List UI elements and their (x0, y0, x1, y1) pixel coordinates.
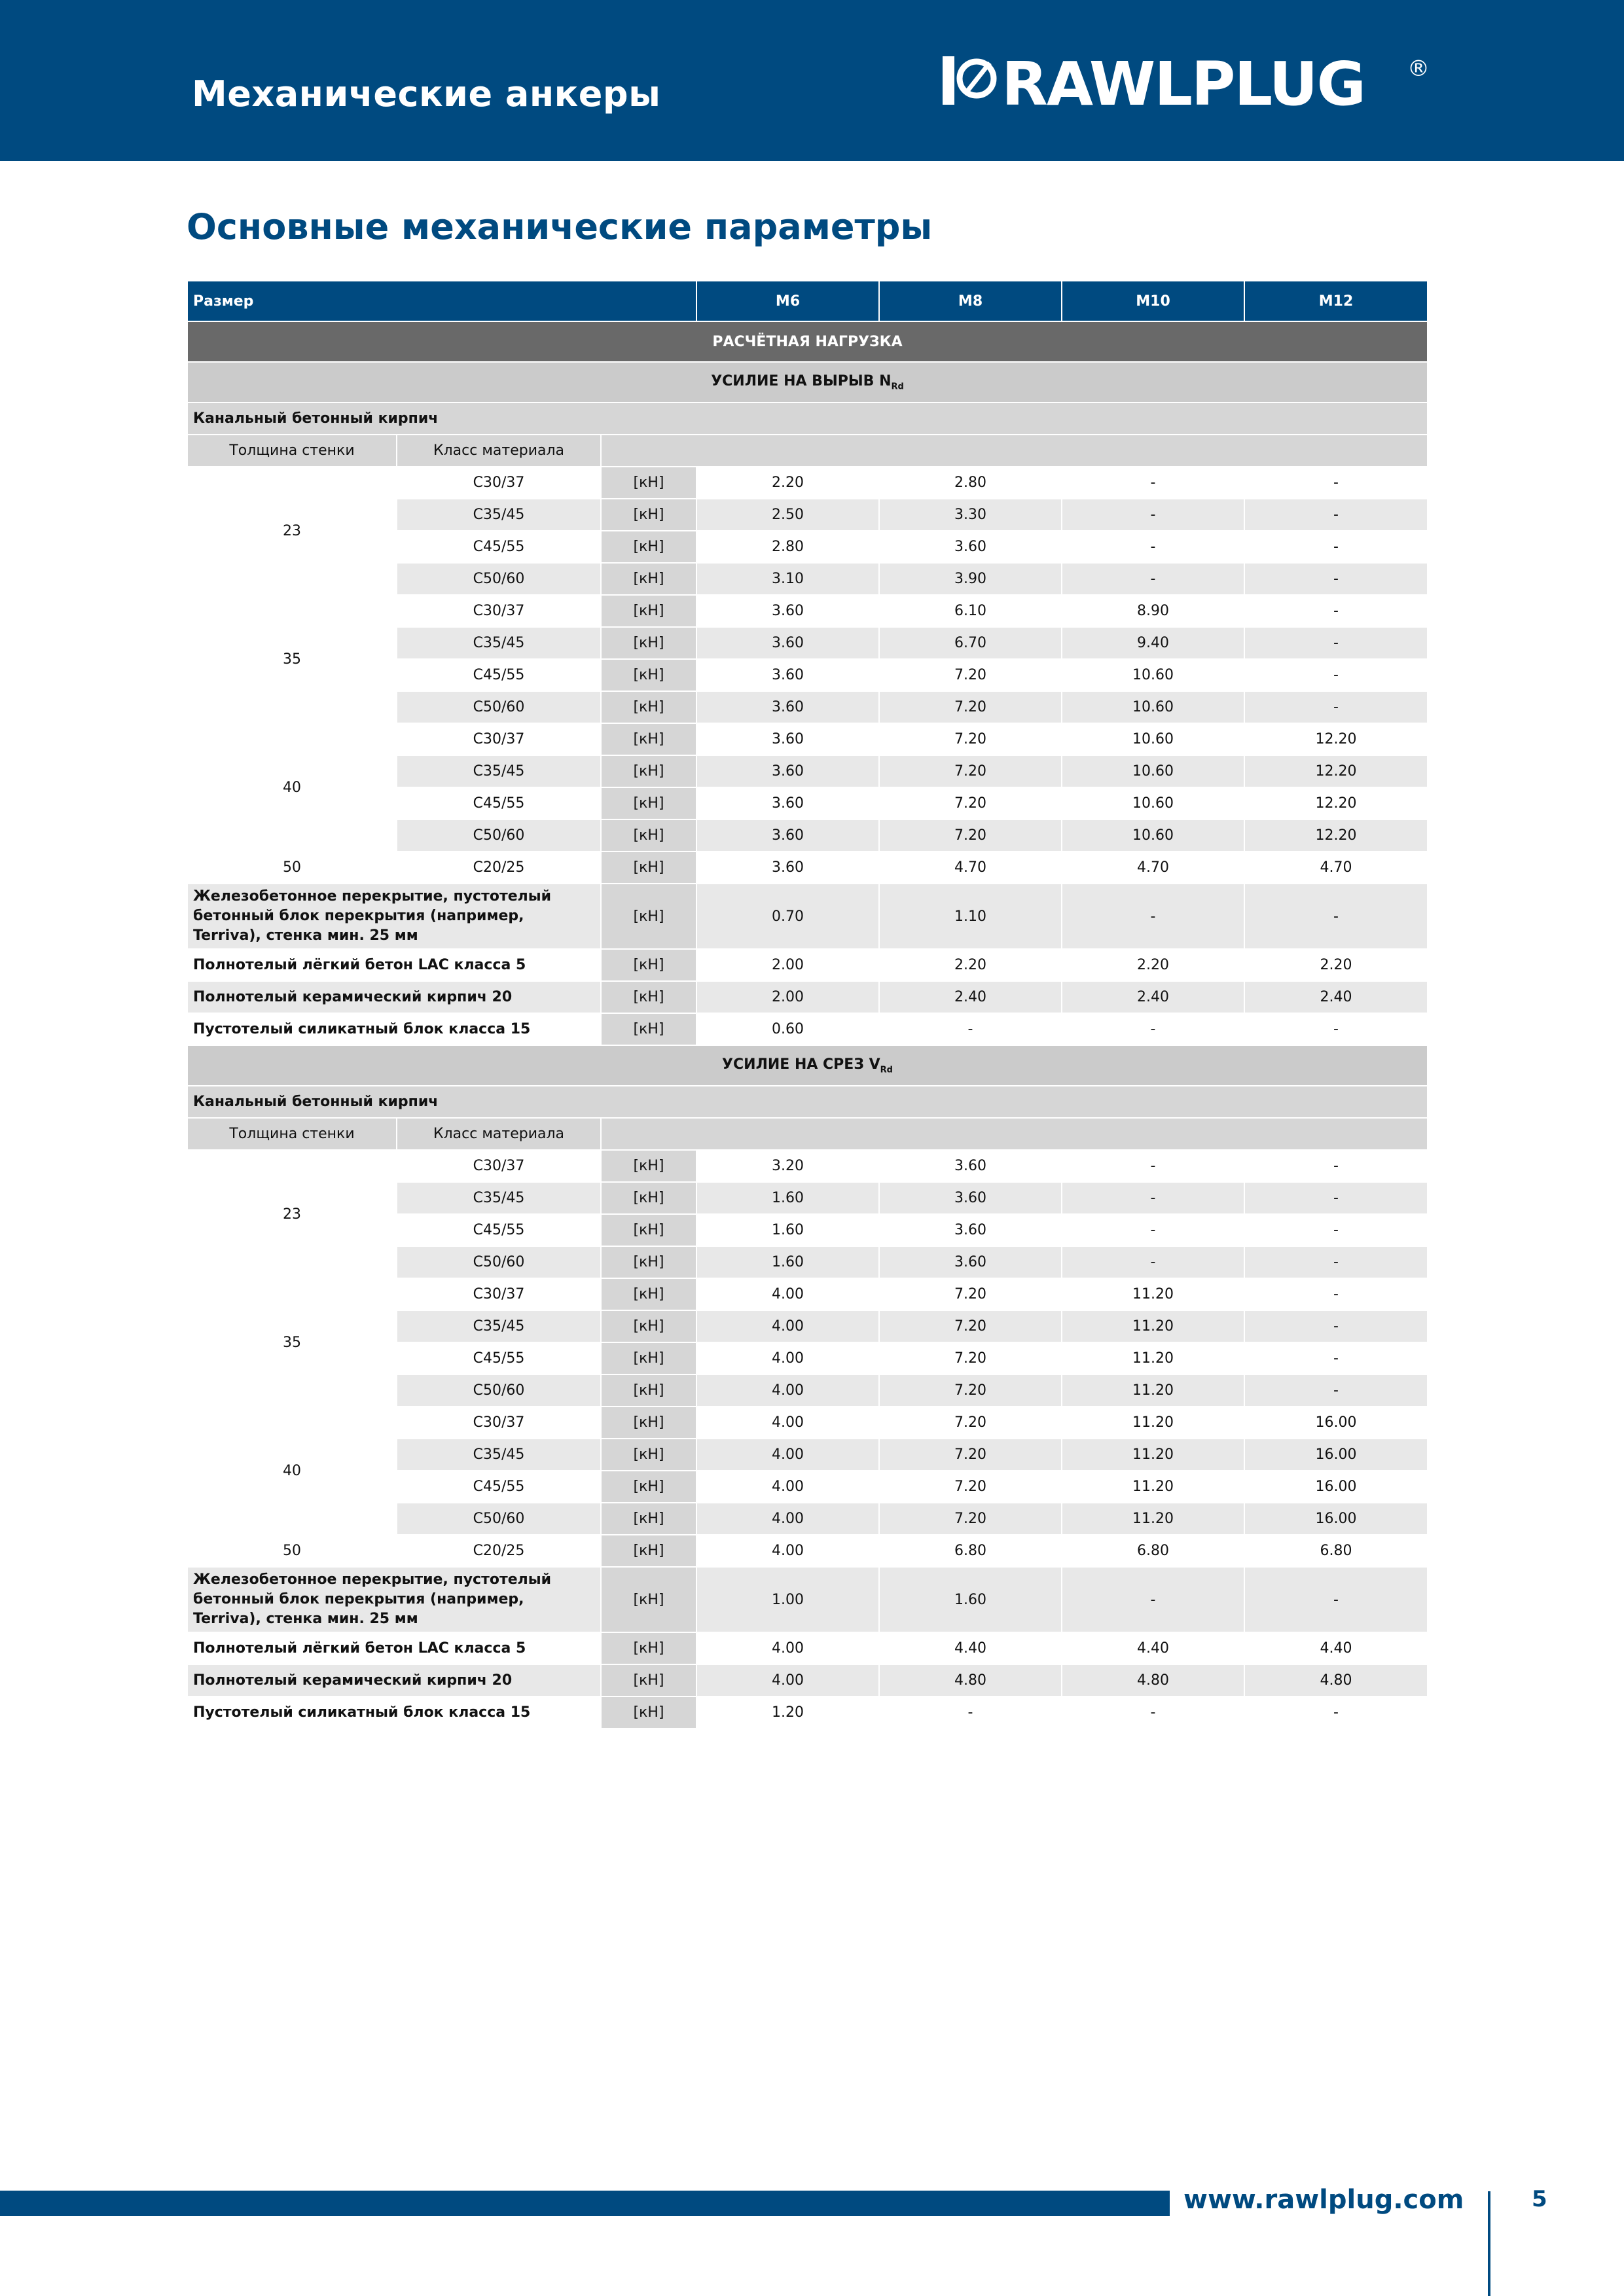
table-row (187, 595, 1428, 627)
value-cell: 2.80 (879, 467, 1062, 499)
unit-cell: [кН] (601, 1407, 696, 1439)
value-cell: 3.20 (696, 1150, 879, 1182)
value-cell: 4.00 (696, 1342, 879, 1374)
value-cell: 1.60 (696, 1214, 879, 1246)
material-class-cell: C30/37 (397, 723, 601, 755)
value-cell: 11.20 (1062, 1439, 1244, 1471)
value-cell: 2.20 (1244, 949, 1428, 981)
value-cell: 4.40 (879, 1632, 1062, 1664)
value-cell: 9.40 (1062, 627, 1244, 659)
value-cell: 4.00 (696, 1374, 879, 1407)
value-cell: 2.00 (696, 949, 879, 981)
value-cell: 0.60 (696, 1013, 879, 1045)
material-class-cell: C50/60 (397, 819, 601, 852)
value-cell: 12.20 (1244, 755, 1428, 787)
wall-thickness-cell: 50 (187, 1535, 397, 1567)
material-class-cell: C35/45 (397, 627, 601, 659)
value-cell: 2.50 (696, 499, 879, 531)
column-heading-row (187, 435, 1428, 467)
unit-cell: [кН] (601, 1535, 696, 1567)
value-cell: - (1244, 691, 1428, 723)
value-cell: 3.90 (879, 563, 1062, 595)
value-cell: - (1244, 1150, 1428, 1182)
value-cell: 4.00 (696, 1407, 879, 1439)
value-cell: - (1244, 563, 1428, 595)
value-cell: 1.10 (879, 884, 1062, 949)
value-cell: 16.00 (1244, 1439, 1428, 1471)
unit-cell: [кН] (601, 1664, 696, 1696)
unit-cell: [кН] (601, 1310, 696, 1342)
unit-cell: [кН] (601, 1342, 696, 1374)
blank-heading (601, 1118, 1428, 1150)
value-cell: 3.60 (879, 1214, 1062, 1246)
value-cell: 3.60 (696, 755, 879, 787)
value-cell: - (1062, 884, 1244, 949)
value-cell: 3.60 (879, 1182, 1062, 1214)
table-row (187, 1407, 1428, 1439)
value-cell: 3.60 (696, 723, 879, 755)
unit-cell: [кН] (601, 691, 696, 723)
group-label: Канальный бетонный кирпич (187, 403, 1428, 435)
unit-cell: [кН] (601, 949, 696, 981)
section-title-text: УСИЛИЕ НА ВЫРЫВ N (711, 372, 892, 389)
value-cell: - (1244, 595, 1428, 627)
value-cell: 7.20 (879, 1471, 1062, 1503)
value-cell: 4.80 (1062, 1664, 1244, 1696)
value-cell: 3.60 (696, 627, 879, 659)
header-title: Механические анкеры (192, 73, 661, 115)
unit-cell: [кН] (601, 852, 696, 884)
material-class-cell: C35/45 (397, 499, 601, 531)
value-cell: 3.60 (696, 691, 879, 723)
unit-cell: [кН] (601, 563, 696, 595)
value-cell: - (1062, 1150, 1244, 1182)
value-cell: 11.20 (1062, 1407, 1244, 1439)
value-cell: 1.60 (696, 1246, 879, 1278)
value-cell: 10.60 (1062, 659, 1244, 691)
value-cell: 7.20 (879, 1342, 1062, 1374)
value-cell: 2.20 (1062, 949, 1244, 981)
material-class-cell: C50/60 (397, 1503, 601, 1535)
unit-cell: [кН] (601, 1182, 696, 1214)
value-cell: 12.20 (1244, 723, 1428, 755)
group-label-row (187, 1086, 1428, 1118)
unit-cell: [кН] (601, 1374, 696, 1407)
value-cell: 7.20 (879, 1278, 1062, 1310)
unit-cell: [кН] (601, 1567, 696, 1632)
value-cell: - (1062, 1246, 1244, 1278)
size-column-header: M12 (1244, 281, 1428, 321)
section-title-row (187, 362, 1428, 403)
value-cell: - (1062, 499, 1244, 531)
value-cell: 11.20 (1062, 1342, 1244, 1374)
value-cell: - (1244, 531, 1428, 563)
value-cell: 7.20 (879, 1374, 1062, 1407)
unit-cell: [кН] (601, 723, 696, 755)
unit-cell: [кН] (601, 1439, 696, 1471)
material-class-cell: C50/60 (397, 1374, 601, 1407)
material-label: Пустотелый силикатный блок класса 15 (187, 1013, 601, 1045)
value-cell: 11.20 (1062, 1374, 1244, 1407)
value-cell: 16.00 (1244, 1471, 1428, 1503)
value-cell: 16.00 (1244, 1503, 1428, 1535)
material-class-cell: C30/37 (397, 1407, 601, 1439)
unit-cell: [кН] (601, 1214, 696, 1246)
group-label: Канальный бетонный кирпич (187, 1086, 1428, 1118)
value-cell: - (1244, 1567, 1428, 1632)
material-class-cell: C35/45 (397, 1439, 601, 1471)
table-row (187, 467, 1428, 499)
material-row (187, 949, 1428, 981)
value-cell: - (1062, 1182, 1244, 1214)
material-class-cell: C45/55 (397, 659, 601, 691)
unit-cell: [кН] (601, 531, 696, 563)
value-cell: - (1062, 1567, 1244, 1632)
material-row (187, 1664, 1428, 1696)
material-class-cell: C30/37 (397, 467, 601, 499)
value-cell: 2.80 (696, 531, 879, 563)
unit-cell: [кН] (601, 595, 696, 627)
material-label: Полнотелый керамический кирпич 20 (187, 981, 601, 1013)
value-cell: - (879, 1696, 1062, 1729)
unit-cell: [кН] (601, 819, 696, 852)
material-class-cell: C30/37 (397, 1150, 601, 1182)
value-cell: - (879, 1013, 1062, 1045)
value-cell: 12.20 (1244, 819, 1428, 852)
value-cell: 4.40 (1062, 1632, 1244, 1664)
value-cell: 3.60 (696, 659, 879, 691)
page-title: Основные механические параметры (187, 206, 933, 247)
parameters-table (187, 280, 1428, 1729)
material-row (187, 1632, 1428, 1664)
unit-cell: [кН] (601, 467, 696, 499)
unit-cell: [кН] (601, 659, 696, 691)
footer-url-link[interactable]: www.rawlplug.com (1183, 2185, 1464, 2215)
value-cell: 4.00 (696, 1535, 879, 1567)
value-cell: 4.40 (1244, 1632, 1428, 1664)
value-cell: 4.00 (696, 1278, 879, 1310)
material-class-cell: C50/60 (397, 691, 601, 723)
wall-thickness-cell: 23 (187, 1150, 397, 1278)
value-cell: - (1244, 1214, 1428, 1246)
material-class-cell: C50/60 (397, 1246, 601, 1278)
wall-thickness-cell: 35 (187, 1278, 397, 1407)
value-cell: 8.90 (1062, 595, 1244, 627)
value-cell: 3.60 (879, 1246, 1062, 1278)
wall-thickness-cell: 23 (187, 467, 397, 595)
value-cell: 4.00 (696, 1471, 879, 1503)
unit-cell: [кН] (601, 1246, 696, 1278)
value-cell: 3.30 (879, 499, 1062, 531)
value-cell: 6.10 (879, 595, 1062, 627)
material-class-cell: C45/55 (397, 787, 601, 819)
wall-thickness-cell: 35 (187, 595, 397, 723)
value-cell: - (1062, 531, 1244, 563)
value-cell: 3.60 (696, 819, 879, 852)
value-cell: 4.00 (696, 1664, 879, 1696)
material-class-cell: C30/37 (397, 595, 601, 627)
value-cell: 3.10 (696, 563, 879, 595)
value-cell: - (1244, 1182, 1428, 1214)
group-label-row (187, 403, 1428, 435)
value-cell: - (1244, 467, 1428, 499)
value-cell: - (1062, 1696, 1244, 1729)
value-cell: 1.60 (696, 1182, 879, 1214)
section-title (187, 362, 1428, 403)
unit-cell: [кН] (601, 1696, 696, 1729)
material-class-cell: C35/45 (397, 1310, 601, 1342)
value-cell: - (1244, 1696, 1428, 1729)
material-row (187, 1013, 1428, 1045)
value-cell: 12.20 (1244, 787, 1428, 819)
value-cell: 3.60 (879, 1150, 1062, 1182)
column-heading-row (187, 1118, 1428, 1150)
unit-cell: [кН] (601, 755, 696, 787)
class-heading: Класс материала (397, 1118, 601, 1150)
value-cell: 4.70 (879, 852, 1062, 884)
rawlplug-logo (943, 51, 1440, 117)
material-class-cell: C35/45 (397, 1182, 601, 1214)
value-cell: 4.70 (1244, 852, 1428, 884)
value-cell: 7.20 (879, 1310, 1062, 1342)
registered-mark: ® (1407, 56, 1430, 82)
value-cell: - (1244, 1278, 1428, 1310)
value-cell: 4.70 (1062, 852, 1244, 884)
material-row (187, 1696, 1428, 1729)
value-cell: 7.20 (879, 723, 1062, 755)
value-cell: 4.80 (1244, 1664, 1428, 1696)
value-cell: - (1244, 1013, 1428, 1045)
material-class-cell: C45/55 (397, 1214, 601, 1246)
value-cell: 6.80 (879, 1535, 1062, 1567)
material-row (187, 981, 1428, 1013)
table-row (187, 1535, 1428, 1567)
table-header-row (187, 281, 1428, 321)
value-cell: 2.20 (879, 949, 1062, 981)
wall-thickness-cell: 50 (187, 852, 397, 884)
unit-cell: [кН] (601, 499, 696, 531)
table-row (187, 1150, 1428, 1182)
value-cell: 10.60 (1062, 819, 1244, 852)
table-row (187, 723, 1428, 755)
value-cell: 3.60 (696, 787, 879, 819)
value-cell: 7.20 (879, 659, 1062, 691)
value-cell: 6.70 (879, 627, 1062, 659)
unit-cell: [кН] (601, 1503, 696, 1535)
material-label: Железобетонное перекрытие, пустотелый бетонный блок перекрытия (например, Terriva), стенка мин. 25 мм (187, 884, 601, 949)
design-load-label: РАСЧЁТНАЯ НАГРУЗКА (187, 321, 1428, 362)
section-title-subscript: Rd (880, 1065, 893, 1075)
value-cell: 11.20 (1062, 1503, 1244, 1535)
thickness-heading: Толщина стенки (187, 435, 397, 467)
size-column-header: M8 (879, 281, 1062, 321)
value-cell: 11.20 (1062, 1278, 1244, 1310)
material-class-cell: C20/25 (397, 852, 601, 884)
value-cell: - (1244, 884, 1428, 949)
unit-cell: [кН] (601, 627, 696, 659)
value-cell: 4.00 (696, 1310, 879, 1342)
class-heading: Класс материала (397, 435, 601, 467)
footer-bar (0, 2191, 1170, 2216)
value-cell: 0.70 (696, 884, 879, 949)
value-cell: 7.20 (879, 1503, 1062, 1535)
value-cell: 6.80 (1244, 1535, 1428, 1567)
value-cell: 3.60 (879, 531, 1062, 563)
unit-cell: [кН] (601, 1013, 696, 1045)
value-cell: - (1244, 659, 1428, 691)
value-cell: - (1244, 499, 1428, 531)
value-cell: 2.20 (696, 467, 879, 499)
value-cell: 2.40 (1062, 981, 1244, 1013)
unit-cell: [кН] (601, 884, 696, 949)
page-number: 5 (1532, 2186, 1547, 2212)
material-row (187, 1567, 1428, 1632)
material-class-cell: C50/60 (397, 563, 601, 595)
unit-cell: [кН] (601, 1471, 696, 1503)
header-bar (0, 0, 1624, 161)
material-class-cell: C45/55 (397, 531, 601, 563)
unit-cell: [кН] (601, 1150, 696, 1182)
unit-cell: [кН] (601, 787, 696, 819)
footer-divider (1488, 2191, 1490, 2296)
thickness-heading: Толщина стенки (187, 1118, 397, 1150)
design-load-band (187, 321, 1428, 362)
value-cell: 1.00 (696, 1567, 879, 1632)
material-class-cell: C30/37 (397, 1278, 601, 1310)
value-cell: 10.60 (1062, 787, 1244, 819)
value-cell: 6.80 (1062, 1535, 1244, 1567)
material-label: Пустотелый силикатный блок класса 15 (187, 1696, 601, 1729)
value-cell: 7.20 (879, 1407, 1062, 1439)
value-cell: - (1062, 563, 1244, 595)
value-cell: 7.20 (879, 755, 1062, 787)
unit-cell: [кН] (601, 1278, 696, 1310)
value-cell: - (1062, 1013, 1244, 1045)
value-cell: - (1244, 1310, 1428, 1342)
value-cell: 2.40 (879, 981, 1062, 1013)
value-cell: 2.00 (696, 981, 879, 1013)
blank-heading (601, 435, 1428, 467)
value-cell: 11.20 (1062, 1471, 1244, 1503)
material-class-cell: C45/55 (397, 1342, 601, 1374)
value-cell: 11.20 (1062, 1310, 1244, 1342)
table-row (187, 1278, 1428, 1310)
material-label: Полнотелый лёгкий бетон LAC класса 5 (187, 949, 601, 981)
section-title-row (187, 1045, 1428, 1086)
unit-cell: [кН] (601, 981, 696, 1013)
value-cell: 4.00 (696, 1503, 879, 1535)
value-cell: - (1062, 1214, 1244, 1246)
section-title-subscript: Rd (891, 382, 904, 392)
material-row (187, 884, 1428, 949)
material-class-cell: C35/45 (397, 755, 601, 787)
size-column-header: M10 (1062, 281, 1244, 321)
logo-text: RAWLPLUG (1001, 51, 1365, 117)
material-class-cell: C45/55 (397, 1471, 601, 1503)
value-cell: 3.60 (696, 852, 879, 884)
value-cell: 7.20 (879, 787, 1062, 819)
value-cell: 1.60 (879, 1567, 1062, 1632)
value-cell: 4.80 (879, 1664, 1062, 1696)
value-cell: 10.60 (1062, 755, 1244, 787)
value-cell: 7.20 (879, 1439, 1062, 1471)
section-title (187, 1045, 1428, 1086)
value-cell: 7.20 (879, 819, 1062, 852)
value-cell: 2.40 (1244, 981, 1428, 1013)
material-label: Полнотелый керамический кирпич 20 (187, 1664, 601, 1696)
table-row (187, 852, 1428, 884)
value-cell: 4.00 (696, 1439, 879, 1471)
value-cell: 10.60 (1062, 723, 1244, 755)
wall-thickness-cell: 40 (187, 723, 397, 852)
value-cell: 3.60 (696, 595, 879, 627)
size-header: Размер (187, 281, 696, 321)
value-cell: - (1062, 467, 1244, 499)
wall-thickness-cell: 40 (187, 1407, 397, 1535)
material-class-cell: C20/25 (397, 1535, 601, 1567)
value-cell: 16.00 (1244, 1407, 1428, 1439)
value-cell: 1.20 (696, 1696, 879, 1729)
material-label: Железобетонное перекрытие, пустотелый бетонный блок перекрытия (например, Terriva), стенка мин. 25 мм (187, 1567, 601, 1632)
value-cell: 10.60 (1062, 691, 1244, 723)
material-label: Полнотелый лёгкий бетон LAC класса 5 (187, 1632, 601, 1664)
value-cell: - (1244, 1342, 1428, 1374)
value-cell: 7.20 (879, 691, 1062, 723)
size-column-header: M6 (696, 281, 879, 321)
value-cell: 4.00 (696, 1632, 879, 1664)
value-cell: - (1244, 1374, 1428, 1407)
unit-cell: [кН] (601, 1632, 696, 1664)
value-cell: - (1244, 1246, 1428, 1278)
value-cell: - (1244, 627, 1428, 659)
section-title-text: УСИЛИЕ НА СРЕЗ V (722, 1056, 880, 1073)
